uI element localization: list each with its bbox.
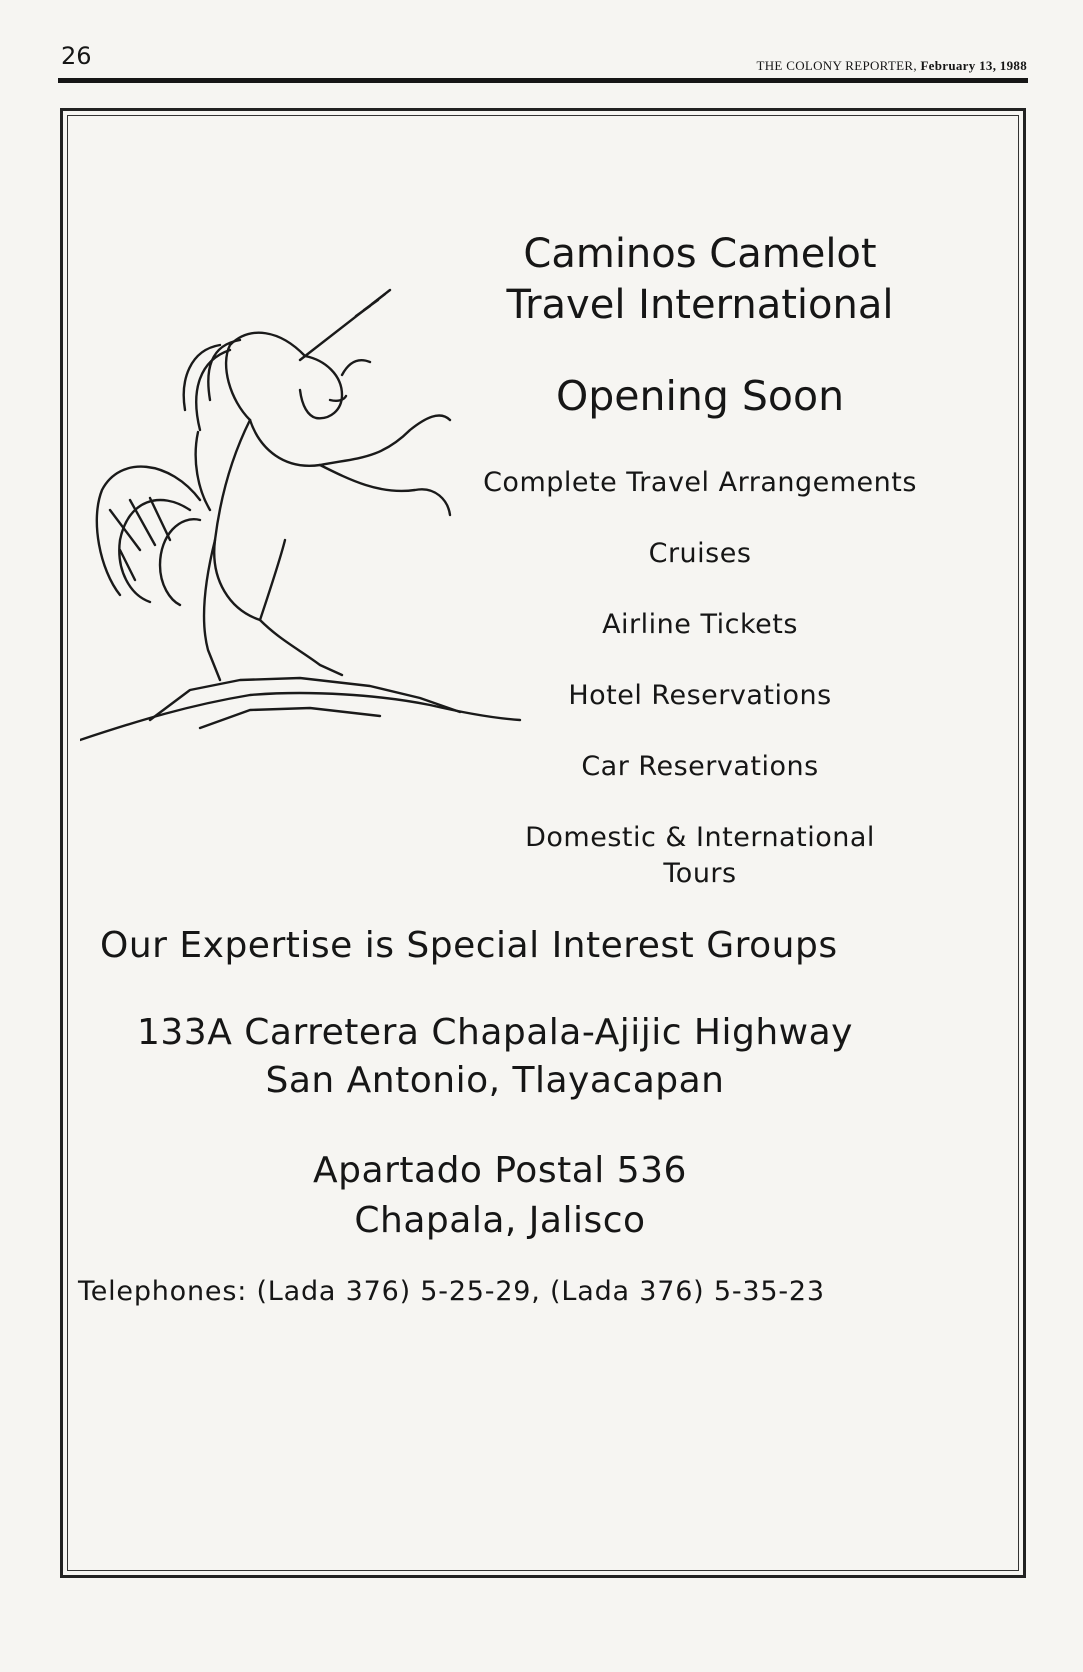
unicorn-illustration [80, 250, 530, 790]
business-name-line1: Caminos Camelot [523, 231, 877, 277]
service-item: Airline Tickets [602, 609, 798, 640]
business-name-line2: Travel International [506, 282, 894, 328]
address-line2: San Antonio, Tlayacapan [265, 1060, 725, 1101]
service-item: Cruises [648, 538, 752, 569]
opening-soon: Opening Soon [555, 372, 845, 420]
publication-name: THE COLONY REPORTER, [756, 58, 917, 73]
address-line1: 133A Carretera Chapala-Ajijic Highway [137, 1012, 853, 1053]
telephones: Telephones: (Lada 376) 5-25-29, (Lada 376) 5-35-23 [78, 1276, 825, 1307]
service-item: Domestic & International [525, 822, 875, 853]
service-item: Hotel Reservations [568, 680, 832, 711]
service-item: Car Reservations [581, 751, 819, 782]
service-item: Tours [663, 858, 737, 889]
page-number: 26 [61, 42, 92, 70]
masthead [757, 58, 1028, 74]
postal-line1: Apartado Postal 536 [313, 1150, 687, 1191]
postal-line2: Chapala, Jalisco [354, 1200, 646, 1241]
expertise-statement: Our Expertise is Special Interest Groups [100, 925, 838, 966]
service-item: Complete Travel Arrangements [483, 467, 917, 498]
issue-date: February 13, 1988 [920, 58, 1027, 73]
header-rule [58, 78, 1028, 83]
